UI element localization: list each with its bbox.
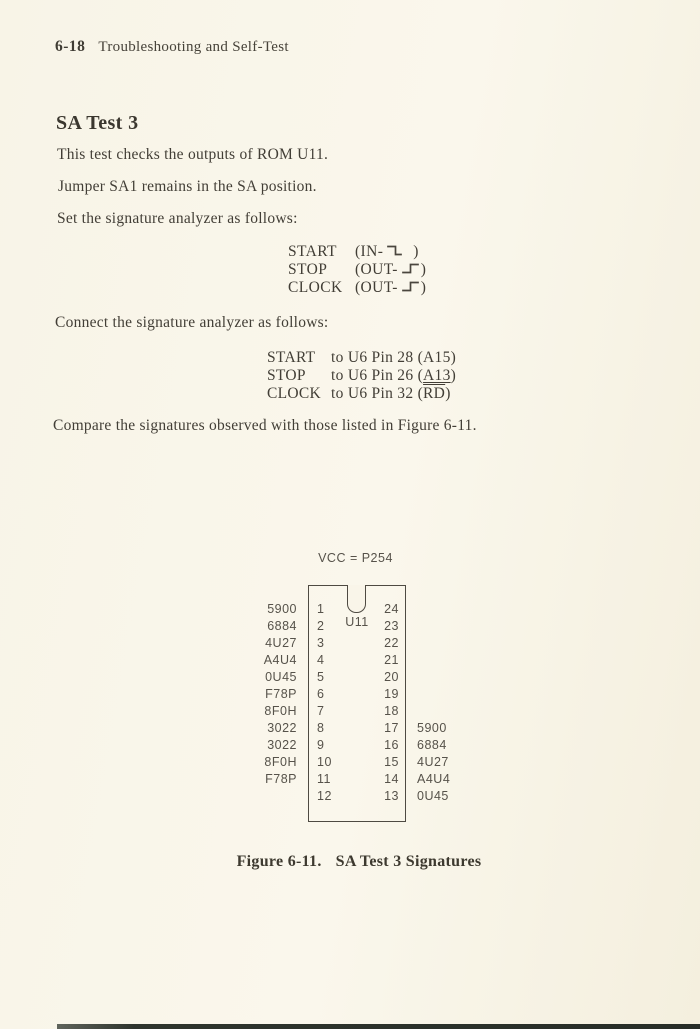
page-number: 6-18 xyxy=(55,38,86,55)
signature-right: 4U27 xyxy=(417,755,449,769)
signature-left: F78P xyxy=(265,687,297,701)
signature-left: A4U4 xyxy=(263,653,297,667)
connection-close-paren: ) xyxy=(445,385,451,402)
setting-value: (IN- xyxy=(355,243,384,260)
pin-number-left: 10 xyxy=(317,755,332,769)
page-header xyxy=(55,38,289,56)
chip-reference-label: U11 xyxy=(345,615,369,629)
setting-close-paren: ) xyxy=(420,279,427,296)
setting-row-clock xyxy=(288,279,426,297)
connection-row-stop xyxy=(267,367,456,385)
setting-close-paren: ) xyxy=(420,261,427,278)
pin-number-left: 6 xyxy=(317,687,325,701)
signature-left: 5900 xyxy=(267,602,297,616)
pin-number-right: 15 xyxy=(384,755,399,769)
pin-number-left: 12 xyxy=(317,789,332,803)
analyzer-settings-block xyxy=(288,243,426,297)
pin-number-left: 9 xyxy=(317,738,325,752)
connection-signal: CLOCK xyxy=(267,385,322,402)
paragraph-compare-signatures: Compare the signatures observed with those listed in Figure 6-11. xyxy=(53,417,477,434)
pin-row-3 xyxy=(0,635,700,651)
figure-caption-number: Figure 6-11. xyxy=(236,853,322,870)
pin-row-2 xyxy=(0,618,700,634)
chapter-title: Troubleshooting and Self-Test xyxy=(98,39,289,55)
pin-number-left: 3 xyxy=(317,636,325,650)
connection-pin-name: A15 xyxy=(423,349,451,366)
pin-row-1 xyxy=(0,601,700,617)
signature-right: 5900 xyxy=(417,721,447,735)
pin-number-right: 17 xyxy=(384,721,399,735)
connection-row-clock xyxy=(267,385,456,403)
connection-target: to U6 Pin 28 ( xyxy=(331,349,424,366)
setting-value: (OUT- xyxy=(355,261,398,278)
pin-row-11 xyxy=(0,771,700,787)
connection-pin-name: $\overline{RD}$ xyxy=(423,385,446,402)
pin-number-left: 2 xyxy=(317,619,325,633)
pin-number-right: 23 xyxy=(384,619,399,633)
pin-number-left: 4 xyxy=(317,653,325,667)
connection-signal: START xyxy=(267,349,316,366)
falling-edge-icon xyxy=(386,244,405,262)
connection-row-start xyxy=(267,349,456,367)
pin-number-left: 1 xyxy=(317,602,325,616)
setting-row-stop xyxy=(288,261,426,279)
signature-right: 0U45 xyxy=(417,789,449,803)
paragraph-test-description: This test checks the outputs of ROM U11. xyxy=(57,146,329,163)
pin-number-right: 18 xyxy=(384,704,399,718)
section-heading: SA Test 3 xyxy=(56,112,139,134)
signature-left: 8F0H xyxy=(264,704,297,718)
connection-target: to U6 Pin 32 ( xyxy=(331,385,424,402)
pin-number-right: 20 xyxy=(384,670,399,684)
paragraph-connect-analyzer: Connect the signature analyzer as follows: xyxy=(55,314,329,331)
setting-close-paren: ) xyxy=(413,243,419,260)
setting-row-start xyxy=(288,243,426,261)
pin-number-right: 19 xyxy=(384,687,399,701)
signature-left: 3022 xyxy=(267,738,297,752)
connection-target: to U6 Pin 26 ( xyxy=(331,367,424,384)
pin-number-right: 24 xyxy=(384,602,399,616)
vcc-label: VCC = P254 xyxy=(318,551,393,565)
pin-row-10 xyxy=(0,754,700,770)
pin-number-left: 5 xyxy=(317,670,325,684)
connection-close-paren: ) xyxy=(450,349,457,366)
pin-number-left: 11 xyxy=(317,772,331,786)
scan-edge-band xyxy=(57,1024,700,1029)
setting-label: CLOCK xyxy=(288,279,343,296)
connection-close-paren: ) xyxy=(450,367,457,384)
setting-label: START xyxy=(288,243,337,260)
pin-row-8 xyxy=(0,720,700,736)
signature-left: 6884 xyxy=(267,619,297,633)
connection-signal: STOP xyxy=(267,367,306,384)
signature-right: A4U4 xyxy=(417,772,451,786)
analyzer-connections-block xyxy=(267,349,456,403)
setting-label: STOP xyxy=(288,261,328,278)
signature-left: 4U27 xyxy=(265,636,297,650)
pin-number-right: 22 xyxy=(384,636,399,650)
pin-row-5 xyxy=(0,669,700,685)
connection-pin-name: A13 xyxy=(423,367,451,384)
figure-caption-title: SA Test 3 Signatures xyxy=(335,853,482,870)
signature-left: 8F0H xyxy=(264,755,297,769)
pin-number-left: 8 xyxy=(317,721,325,735)
paragraph-set-analyzer: Set the signature analyzer as follows: xyxy=(57,210,298,227)
pin-number-right: 21 xyxy=(384,653,399,667)
rising-edge-icon xyxy=(401,280,420,298)
pin-number-right: 13 xyxy=(384,789,399,803)
rising-edge-icon xyxy=(401,262,420,280)
pin-number-right: 16 xyxy=(384,738,399,752)
setting-value: (OUT- xyxy=(355,279,398,296)
figure-6-11 xyxy=(0,540,700,900)
signature-left: 0U45 xyxy=(265,670,297,684)
pin-row-6 xyxy=(0,686,700,702)
figure-caption xyxy=(0,853,700,871)
signature-left: 3022 xyxy=(267,721,297,735)
signature-right: 6884 xyxy=(417,738,447,752)
paragraph-jumper-position: Jumper SA1 remains in the SA position. xyxy=(58,178,317,195)
pin-number-right: 14 xyxy=(384,772,399,786)
pin-row-12 xyxy=(0,788,700,804)
pin-row-9 xyxy=(0,737,700,753)
signature-left: F78P xyxy=(265,772,297,786)
pin-row-4 xyxy=(0,652,700,668)
pin-row-7 xyxy=(0,703,700,719)
pin-number-left: 7 xyxy=(317,704,325,718)
